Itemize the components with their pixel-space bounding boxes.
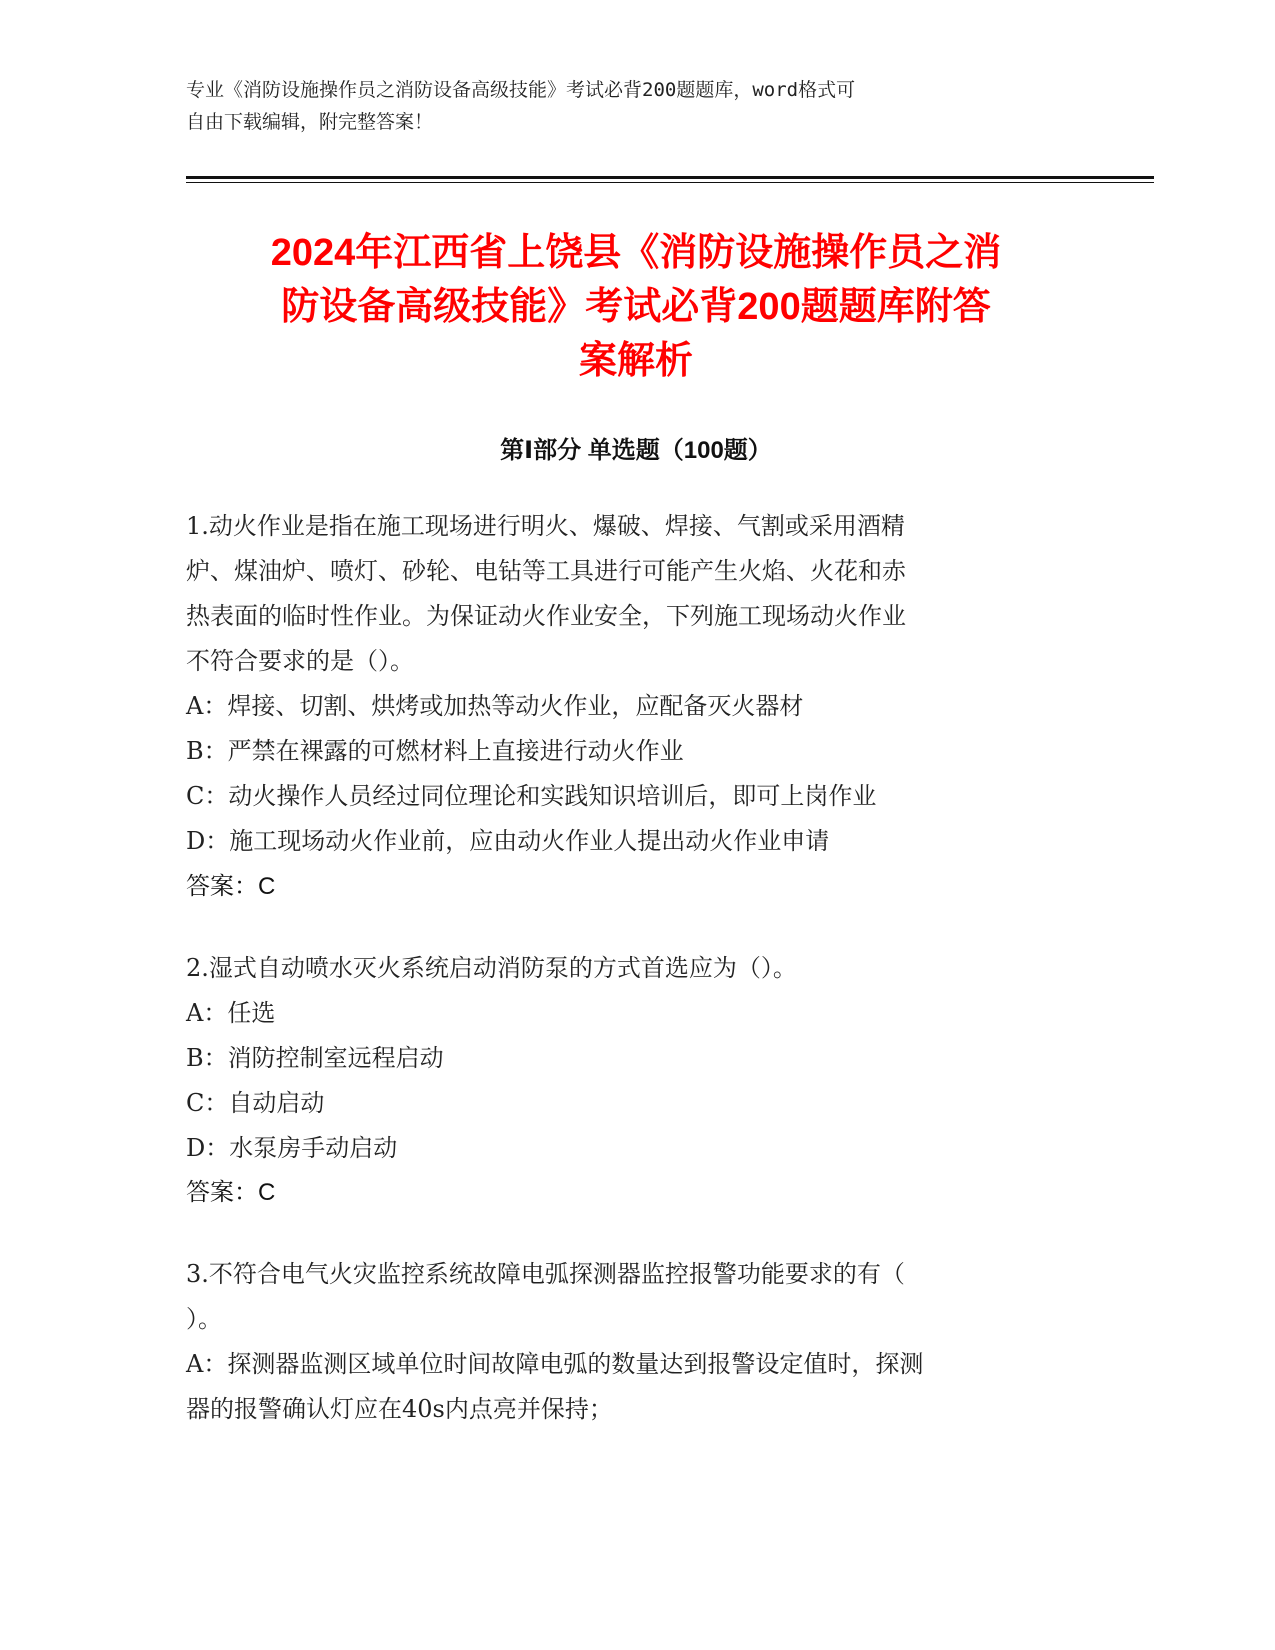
question-2-option-a: A：任选 xyxy=(186,999,276,1027)
title-line-2: 防设备高级技能》考试必背200题题库附答 xyxy=(281,286,991,328)
question-1-option-d: D：施工现场动火作业前，应由动火作业人提出动火作业申请 xyxy=(186,827,830,855)
question-1-stem-line: 炉、煤油炉、喷灯、砂轮、电钻等工具进行可能产生火焰、火花和赤 xyxy=(186,557,906,585)
question-1-stem-line: 1.动火作业是指在施工现场进行明火、爆破、焊接、气割或采用酒精 xyxy=(186,512,905,540)
question-2-answer xyxy=(186,1170,275,1215)
answer-label: 答案： xyxy=(186,873,258,900)
question-2-option-c: C：自动启动 xyxy=(186,1089,325,1117)
question-1-option-c: C：动火操作人员经过同位理论和实践知识培训后，即可上岗作业 xyxy=(186,782,877,810)
question-3 xyxy=(186,1252,1066,1432)
answer-value: C xyxy=(258,1179,276,1206)
header-note xyxy=(186,74,1066,138)
title-line-3: 案解析 xyxy=(578,340,693,382)
question-1-option-a: A：焊接、切割、烘烤或加热等动火作业，应配备灭火器材 xyxy=(186,692,804,720)
title-line-1: 2024年江西省上饶县《消防设施操作员之消 xyxy=(270,232,1002,274)
header-note-line-1: 专业《消防设施操作员之消防设备高级技能》考试必背200题题库，word格式可 xyxy=(186,79,856,101)
question-1 xyxy=(186,504,1066,864)
header-rule-thin xyxy=(186,182,1154,183)
question-1-option-b: B：严禁在裸露的可燃材料上直接进行动火作业 xyxy=(186,737,684,765)
question-2-stem-line: 2.湿式自动喷水灭火系统启动消防泵的方式首选应为（）。 xyxy=(186,954,797,982)
question-1-stem-line: 热表面的临时性作业。为保证动火作业安全，下列施工现场动火作业 xyxy=(186,602,906,630)
document-title xyxy=(186,226,1086,388)
header-rule-thick xyxy=(186,176,1154,179)
answer-value: C xyxy=(258,873,276,900)
question-3-stem-line: 3.不符合电气火灾监控系统故障电弧探测器监控报警功能要求的有（ xyxy=(186,1260,905,1288)
answer-label: 答案： xyxy=(186,1179,258,1206)
question-1-answer xyxy=(186,864,275,909)
question-3-stem-line: ）。 xyxy=(186,1305,222,1333)
question-3-option-a-cont: 器的报警确认灯应在40s内点亮并保持； xyxy=(186,1395,613,1423)
section-heading: 第Ⅰ部分 单选题（100题） xyxy=(500,437,772,464)
question-2 xyxy=(186,946,1066,1171)
question-3-option-a: A：探测器监测区域单位时间故障电弧的数量达到报警设定值时，探测 xyxy=(186,1350,924,1378)
question-2-option-b: B：消防控制室远程启动 xyxy=(186,1044,444,1072)
header-note-line-2: 自由下载编辑，附完整答案！ xyxy=(186,111,434,133)
question-1-stem-line: 不符合要求的是（）。 xyxy=(186,647,414,675)
question-2-option-d: D：水泵房手动启动 xyxy=(186,1134,398,1162)
